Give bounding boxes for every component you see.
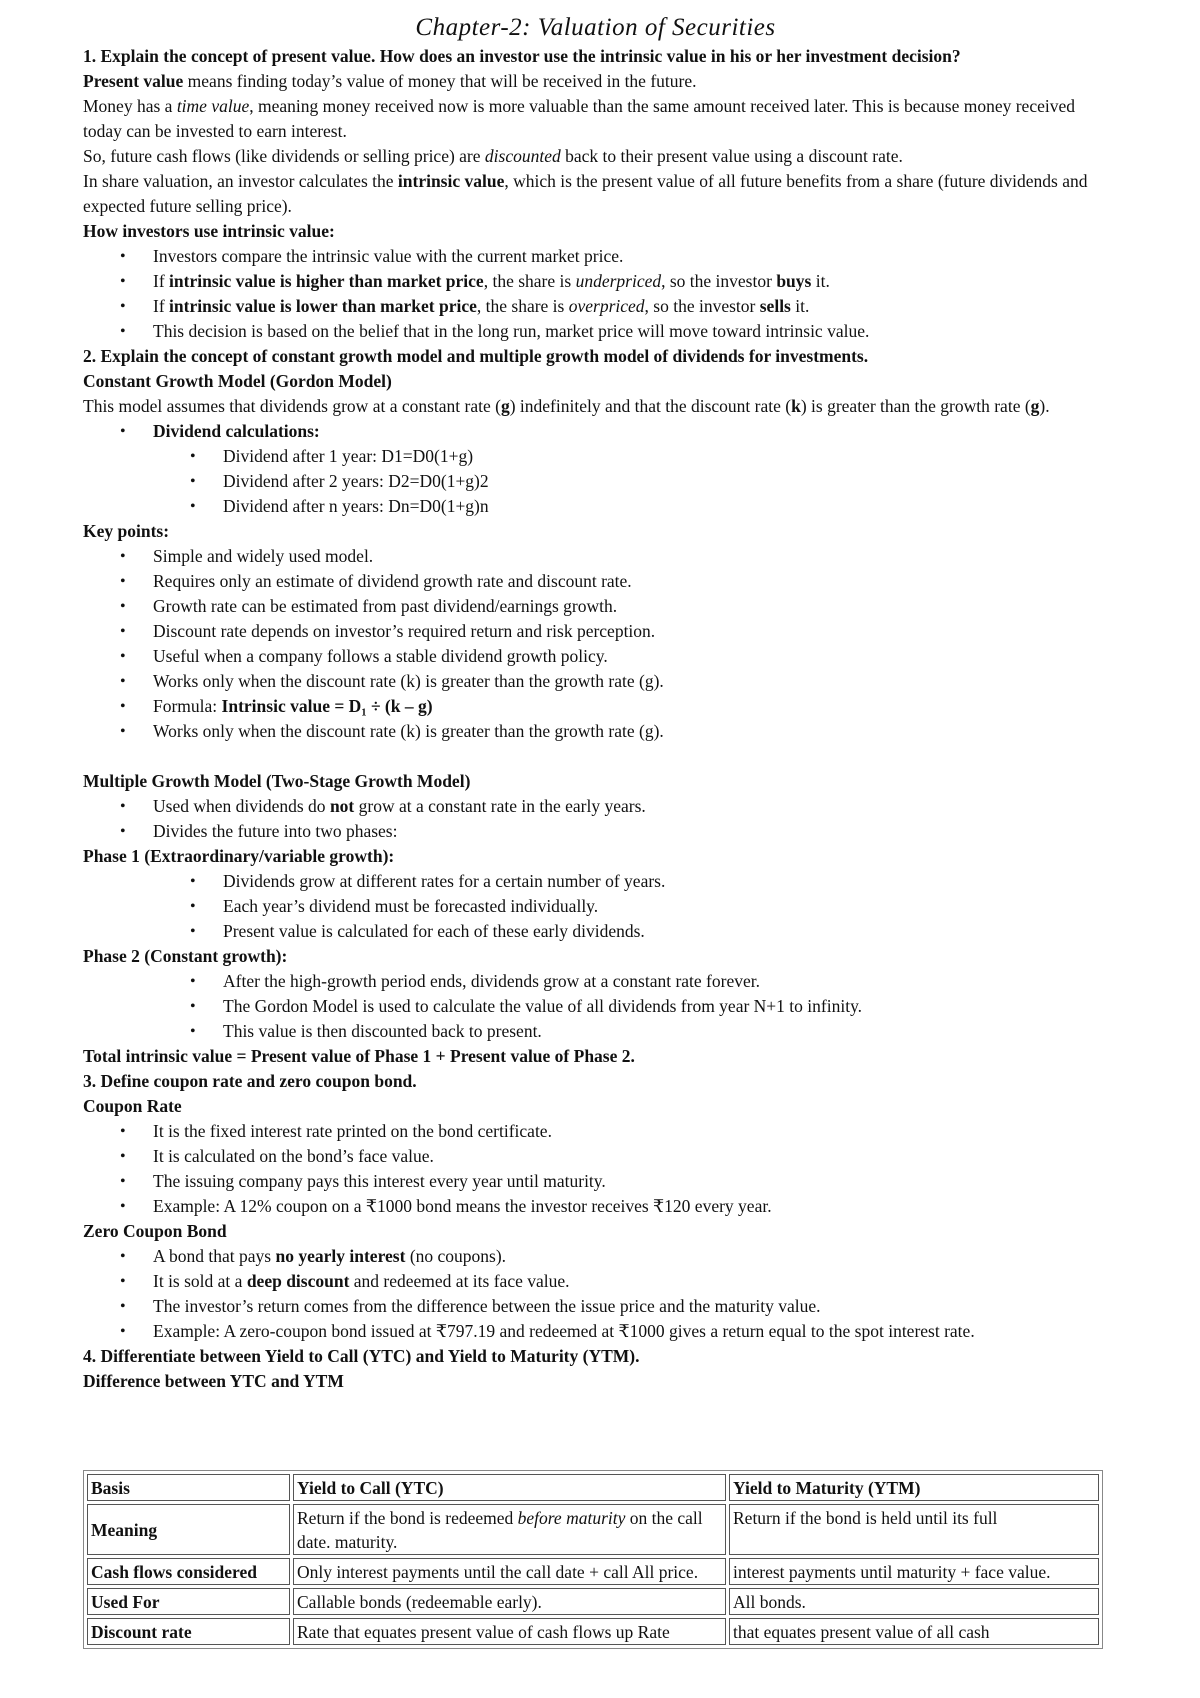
list-item: • Growth rate can be estimated from past dividend/earnings growth. xyxy=(83,594,1108,619)
z1-bold: no yearly interest xyxy=(275,1246,406,1266)
intrinsic-pre: In share valuation, an investor calculates the xyxy=(83,171,398,191)
b2-mid2: , so the investor xyxy=(661,271,777,291)
table-cell-ytm: All bonds. xyxy=(729,1588,1099,1615)
table-cell-basis: Cash flows considered xyxy=(87,1558,290,1585)
b2-end: it. xyxy=(811,271,830,291)
time-value-term: time value xyxy=(176,96,250,116)
table-cell-ytm: interest payments until maturity + face value. xyxy=(729,1558,1099,1585)
list-item: • Dividend after 1 year: D1=D0(1+g) xyxy=(83,444,1108,469)
z2-bold: deep discount xyxy=(246,1271,350,1291)
how-investors-heading: How investors use intrinsic value: xyxy=(83,221,335,241)
coupon-rate-list xyxy=(83,1119,1108,1219)
dividend-calc-label: Dividend calculations: xyxy=(153,421,320,441)
list-item xyxy=(83,419,1108,444)
phase-2-heading: Phase 2 (Constant growth): xyxy=(83,946,288,966)
table-cell-basis: Discount rate xyxy=(87,1618,290,1645)
spacer xyxy=(83,744,1108,769)
b2-pre: If xyxy=(153,271,170,291)
formula-bold: Intrinsic value = D₁ ÷ (k – g) xyxy=(221,696,433,716)
dividend-formula-list xyxy=(83,444,1108,519)
list-item: • It is the fixed interest rate printed on the bond certificate. xyxy=(83,1119,1108,1144)
list-item: • This decision is based on the belief that in the long run, market price will move toward intrinsic value. xyxy=(83,319,1108,344)
cgm-p1: This model assumes that dividends grow at a constant rate ( xyxy=(83,396,501,416)
multiple-growth-list xyxy=(83,794,1108,844)
document-page xyxy=(83,12,1108,1394)
question-4-heading: 4. Differentiate between Yield to Call (YTC) and Yield to Maturity (YTM). xyxy=(83,1346,640,1366)
key-points-list xyxy=(83,544,1108,744)
table-cell-ytc: Rate that equates present value of cash flows up Rate xyxy=(293,1618,726,1645)
cgm-p2: ) indefinitely and that the discount rate ( xyxy=(509,396,792,416)
multiple-growth-heading: Multiple Growth Model (Two-Stage Growth Model) xyxy=(83,771,471,791)
list-item: • The issuing company pays this interest every year until maturity. xyxy=(83,1169,1108,1194)
b3-italic: overpriced xyxy=(568,296,645,316)
list-item xyxy=(83,694,1108,719)
list-item: • Example: A 12% coupon on a ₹1000 bond means the investor receives ₹120 every year. xyxy=(83,1194,1108,1219)
list-item: • Divides the future into two phases: xyxy=(83,819,1108,844)
table-row xyxy=(87,1558,1099,1585)
table-header-cell: Yield to Call (YTC) xyxy=(293,1474,726,1501)
list-item: • Present value is calculated for each of these early dividends. xyxy=(83,919,1108,944)
b2-bold: intrinsic value is higher than market price xyxy=(169,271,484,291)
list-item: • It is calculated on the bond’s face value. xyxy=(83,1144,1108,1169)
table-header-row xyxy=(87,1474,1099,1501)
present-value-term: Present value xyxy=(83,71,184,91)
coupon-rate-heading: Coupon Rate xyxy=(83,1096,182,1116)
cgm-g2: g xyxy=(1030,396,1040,416)
total-intrinsic-value: Total intrinsic value = Present value of Phase 1 + Present value of Phase 2. xyxy=(83,1046,635,1066)
list-item: • Discount rate depends on investor’s required return and risk perception. xyxy=(83,619,1108,644)
m1-pre: Used when dividends do xyxy=(153,796,330,816)
table-cell-basis: Used For xyxy=(87,1588,290,1615)
question-3-heading: 3. Define coupon rate and zero coupon bond. xyxy=(83,1071,417,1091)
cgm-p4: ). xyxy=(1039,396,1050,416)
table-cell-ytc xyxy=(293,1504,726,1555)
table-row xyxy=(87,1504,1099,1555)
list-item: • The Gordon Model is used to calculate the value of all dividends from year N+1 to infinity. xyxy=(83,994,1108,1019)
phase-1-list xyxy=(83,869,1108,944)
discount-post: back to their present value using a discount rate. xyxy=(560,146,903,166)
discount-pre: So, future cash flows (like dividends or selling price) are xyxy=(83,146,485,166)
list-item: • Works only when the discount rate (k) is greater than the growth rate (g). xyxy=(83,669,1108,694)
list-item: • The investor’s return comes from the difference between the issue price and the maturity value. xyxy=(83,1294,1108,1319)
list-item: • This value is then discounted back to present. xyxy=(83,1019,1108,1044)
b3-end: it. xyxy=(790,296,810,316)
table-row xyxy=(87,1618,1099,1645)
z1-post: (no coupons). xyxy=(405,1246,507,1266)
m1-bold: not xyxy=(329,796,355,816)
list-item: • Requires only an estimate of dividend growth rate and discount rate. xyxy=(83,569,1108,594)
question-2-heading: 2. Explain the concept of constant growth model and multiple growth model of dividends for investments. xyxy=(83,346,869,366)
zero-coupon-heading: Zero Coupon Bond xyxy=(83,1221,227,1241)
list-item: • Each year’s dividend must be forecasted individually. xyxy=(83,894,1108,919)
chapter-title: Chapter-2: Valuation of Securities xyxy=(415,14,776,41)
formula-pre: Formula: xyxy=(153,696,222,716)
list-item xyxy=(83,269,1108,294)
phase-1-heading: Phase 1 (Extraordinary/variable growth): xyxy=(83,846,395,866)
time-value-pre: Money has a xyxy=(83,96,177,116)
intrinsic-term: intrinsic value xyxy=(397,171,505,191)
r1-ytc-post: on the call date. maturity. xyxy=(297,1508,703,1552)
cgm-k: k xyxy=(791,396,801,416)
ytc-ytm-table xyxy=(83,1470,1103,1649)
intrinsic-post: , which is the present value of all future benefits from a share (future dividends and expected future selling price). xyxy=(83,171,1088,216)
cgm-p3: ) is greater than the growth rate ( xyxy=(800,396,1031,416)
table-row xyxy=(87,1588,1099,1615)
table-cell-ytc: Only interest payments until the call date + call All price. xyxy=(293,1558,726,1585)
r1-ytc-pre: Return if the bond is redeemed xyxy=(297,1508,518,1528)
present-value-definition: means finding today’s value of money that will be received in the future. xyxy=(183,71,697,91)
list-item xyxy=(83,1244,1108,1269)
table-cell-basis: Meaning xyxy=(87,1504,290,1555)
b3-mid2: , so the investor xyxy=(644,296,760,316)
list-item: • Useful when a company follows a stable dividend growth policy. xyxy=(83,644,1108,669)
dividend-calc-list xyxy=(83,419,1108,444)
z1-pre: A bond that pays xyxy=(153,1246,276,1266)
b2-italic: underpriced xyxy=(575,271,662,291)
list-item: • Example: A zero-coupon bond issued at ₹797.19 and redeemed at ₹1000 gives a return equal to the spot interest rate. xyxy=(83,1319,1108,1344)
list-item: • Dividends grow at different rates for a certain number of years. xyxy=(83,869,1108,894)
b3-mid: , the share is xyxy=(476,296,569,316)
list-item: • Works only when the discount rate (k) is greater than the growth rate (g). xyxy=(83,719,1108,744)
m1-post: grow at a constant rate in the early years. xyxy=(354,796,646,816)
b2-mid: , the share is xyxy=(483,271,576,291)
constant-growth-heading: Constant Growth Model (Gordon Model) xyxy=(83,371,392,391)
phase-2-list xyxy=(83,969,1108,1044)
list-item xyxy=(83,294,1108,319)
list-item: • After the high-growth period ends, dividends grow at a constant rate forever. xyxy=(83,969,1108,994)
q1-present-value-paragraph xyxy=(83,69,1108,94)
cgm-g: g xyxy=(500,396,510,416)
r1-ytc-italic: before maturity xyxy=(517,1508,626,1528)
discount-term: discounted xyxy=(484,146,561,166)
table-header-cell: Yield to Maturity (YTM) xyxy=(729,1474,1099,1501)
q1-intrinsic-paragraph xyxy=(83,169,1108,219)
list-item xyxy=(83,1269,1108,1294)
time-value-post: , meaning money received now is more valuable than the same amount received later. This is because money received today can be invested to earn interest. xyxy=(83,96,1075,141)
table-header-cell: Basis xyxy=(87,1474,290,1501)
q1-discount-paragraph xyxy=(83,144,1108,169)
z2-post: and redeemed at its face value. xyxy=(349,1271,570,1291)
key-points-heading: Key points: xyxy=(83,521,170,541)
list-item xyxy=(83,794,1108,819)
ytc-ytm-subheading: Difference between YTC and YTM xyxy=(83,1371,344,1391)
list-item: • Investors compare the intrinsic value with the current market price. xyxy=(83,244,1108,269)
b3-pre: If xyxy=(153,296,170,316)
question-1-heading: 1. Explain the concept of present value. How does an investor use the intrinsic value in his or her investment decision? xyxy=(83,46,961,66)
z2-pre: It is sold at a xyxy=(153,1271,247,1291)
table-cell-ytm: that equates present value of all cash xyxy=(729,1618,1099,1645)
table-cell-ytc: Callable bonds (redeemable early). xyxy=(293,1588,726,1615)
b3-bold: intrinsic value is lower than market price xyxy=(169,296,477,316)
list-item: • Dividend after 2 years: D2=D0(1+g)2 xyxy=(83,469,1108,494)
constant-growth-paragraph xyxy=(83,394,1108,419)
b2-bold2: buys xyxy=(776,271,812,291)
list-item: • Simple and widely used model. xyxy=(83,544,1108,569)
q1-time-value-paragraph xyxy=(83,94,1108,144)
list-item: • Dividend after n years: Dn=D0(1+g)n xyxy=(83,494,1108,519)
how-investors-list xyxy=(83,244,1108,344)
b3-bold2: sells xyxy=(759,296,791,316)
zero-coupon-list xyxy=(83,1244,1108,1344)
table-cell-ytm: Return if the bond is held until its full xyxy=(729,1504,1099,1555)
